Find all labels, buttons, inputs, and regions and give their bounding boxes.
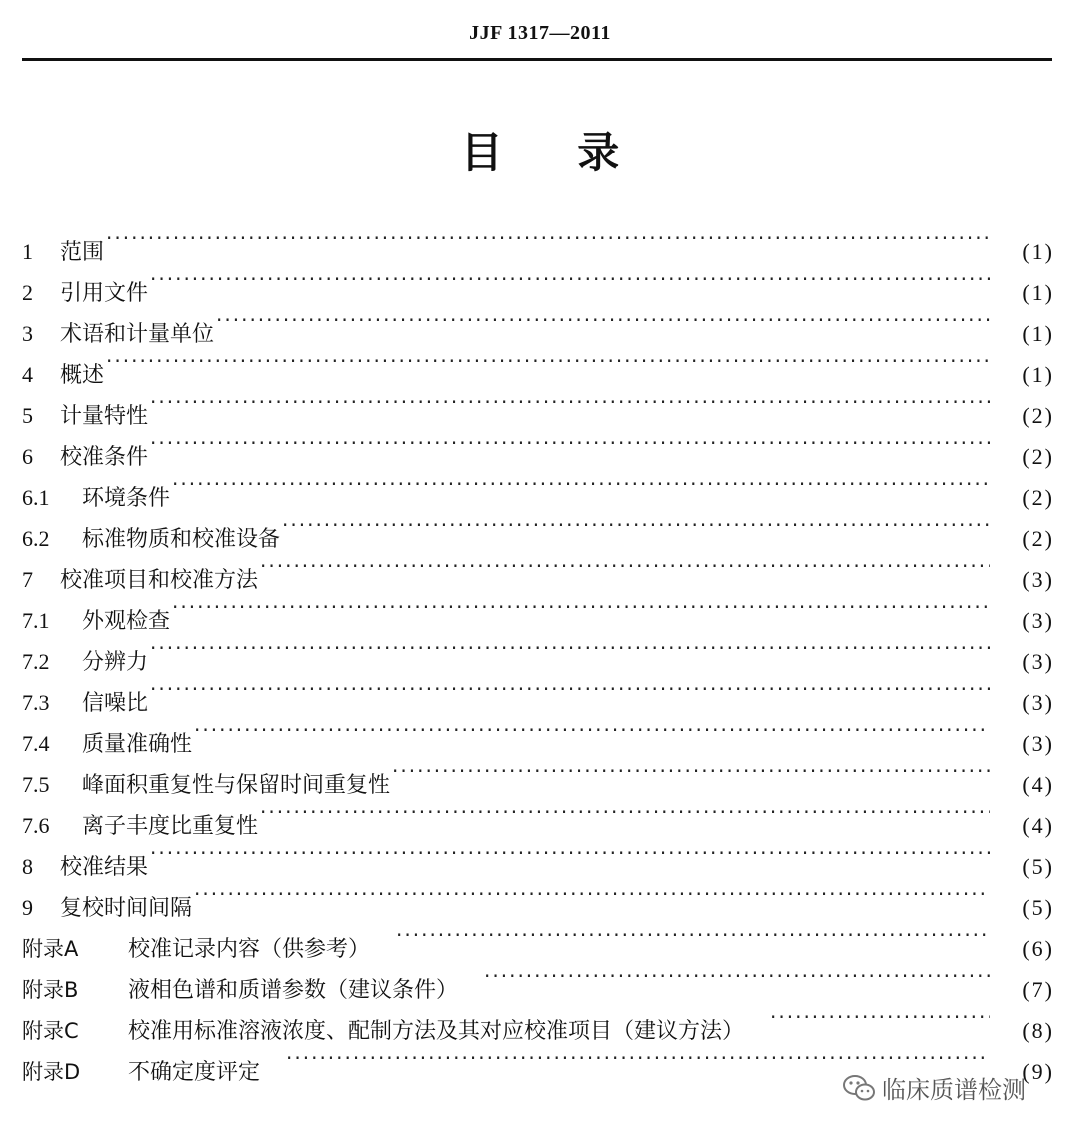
toc-entry-label: 校准项目和校准方法 — [60, 568, 259, 593]
toc-entry-label: 复校时间间隔 — [60, 896, 193, 921]
toc-leader-dots — [106, 218, 990, 259]
page-title: 目 录 — [460, 128, 620, 177]
watermark-text: 临床质谱检测 — [882, 1076, 1026, 1104]
toc-entry-label: 不确定度评定 — [128, 1060, 261, 1085]
toc-entry-page: (2) — [1022, 444, 1054, 469]
toc-entry[interactable] — [22, 423, 1054, 470]
toc-entry-number: 7.1 — [22, 608, 50, 633]
toc-entry-number: 8 — [22, 854, 33, 879]
toc-entry-label: 校准结果 — [60, 855, 149, 880]
toc-entry-number: 9 — [22, 895, 33, 920]
toc-leader-dots — [216, 300, 990, 341]
toc-entry[interactable] — [22, 587, 1054, 634]
toc-leader-dots — [172, 464, 990, 505]
toc-entry-page: (7) — [1022, 977, 1054, 1002]
toc-entry-label: 引用文件 — [60, 281, 149, 306]
toc-entry-number: 7.5 — [22, 772, 50, 797]
toc-entry[interactable] — [22, 710, 1054, 757]
toc-leader-dots — [150, 833, 990, 874]
toc-entry-label: 信噪比 — [82, 691, 149, 716]
toc-entry-page: (9) — [1022, 1059, 1054, 1084]
toc-entry-page: (2) — [1022, 403, 1054, 428]
watermark — [842, 1070, 1026, 1105]
toc-entry[interactable] — [22, 341, 1054, 388]
toc-entry-number: 2 — [22, 280, 33, 305]
standard-code-header: JJF 1317—2011 — [469, 22, 611, 44]
toc-leader-dots — [770, 997, 990, 1038]
toc-entry-page: (4) — [1022, 813, 1054, 838]
toc-entry-label: 离子丰度比重复性 — [82, 814, 259, 839]
toc-entry-page: (3) — [1022, 608, 1054, 633]
toc-leader-dots — [484, 956, 990, 997]
toc-entry-label: 术语和计量单位 — [60, 322, 215, 347]
toc-entry-number: 附录B — [22, 978, 79, 1002]
header-divider — [22, 58, 1052, 61]
toc-entry[interactable] — [22, 505, 1054, 552]
toc-leader-dots — [150, 259, 990, 300]
toc-leader-dots — [194, 874, 990, 915]
toc-entry-number: 6.2 — [22, 526, 50, 551]
toc-leader-dots — [260, 792, 990, 833]
toc-entry-number: 6.1 — [22, 485, 50, 510]
toc-leader-dots — [396, 915, 990, 956]
toc-entry-page: (6) — [1022, 936, 1054, 961]
table-of-contents — [22, 218, 1054, 1085]
toc-entry[interactable] — [22, 669, 1054, 716]
toc-entry[interactable] — [22, 833, 1054, 880]
toc-entry-number: 4 — [22, 362, 33, 387]
toc-entry-page: (1) — [1022, 362, 1054, 387]
toc-entry-page: (5) — [1022, 854, 1054, 879]
toc-entry-page: (8) — [1022, 1018, 1054, 1043]
toc-leader-dots — [194, 710, 990, 751]
toc-entry-label: 液相色谱和质谱参数（建议条件） — [128, 978, 459, 1003]
toc-entry-label: 校准条件 — [60, 445, 149, 470]
toc-entry[interactable] — [22, 874, 1054, 921]
wechat-icon — [842, 1073, 876, 1103]
toc-entry-number: 7.6 — [22, 813, 50, 838]
toc-entry-page: (3) — [1022, 731, 1054, 756]
toc-entry-page: (3) — [1022, 690, 1054, 715]
toc-entry-number: 6 — [22, 444, 33, 469]
toc-leader-dots — [172, 587, 990, 628]
toc-entry[interactable] — [22, 218, 1054, 265]
toc-entry-page: (3) — [1022, 567, 1054, 592]
toc-entry-page: (3) — [1022, 649, 1054, 674]
toc-entry-label: 范围 — [60, 240, 105, 265]
toc-entry[interactable] — [22, 464, 1054, 511]
toc-entry-number: 7.2 — [22, 649, 50, 674]
toc-entry-label: 标准物质和校准设备 — [82, 527, 281, 552]
toc-entry-number: 5 — [22, 403, 33, 428]
toc-entry-label: 概述 — [60, 363, 105, 388]
toc-entry-label: 计量特性 — [60, 404, 149, 429]
toc-entry-page: (1) — [1022, 321, 1054, 346]
toc-entry-page: (1) — [1022, 239, 1054, 264]
toc-entry-label: 分辨力 — [82, 650, 149, 675]
toc-entry[interactable] — [22, 259, 1054, 306]
toc-entry-label: 质量准确性 — [82, 732, 193, 757]
toc-entry-page: (1) — [1022, 280, 1054, 305]
toc-entry-number: 附录D — [22, 1060, 81, 1084]
toc-leader-dots — [150, 382, 990, 423]
toc-entry-page: (5) — [1022, 895, 1054, 920]
toc-entry-page: (2) — [1022, 485, 1054, 510]
toc-entry-number: 7.3 — [22, 690, 50, 715]
toc-entry-label: 峰面积重复性与保留时间重复性 — [82, 773, 391, 798]
toc-leader-dots — [150, 628, 990, 669]
toc-entry-label: 外观检查 — [82, 609, 171, 634]
toc-entry-page: (2) — [1022, 526, 1054, 551]
toc-entry-label: 校准记录内容（供参考） — [128, 937, 371, 962]
toc-entry[interactable] — [22, 382, 1054, 429]
toc-entry-number: 1 — [22, 239, 33, 264]
toc-leader-dots — [150, 423, 990, 464]
toc-leader-dots — [260, 546, 990, 587]
toc-entry-label: 校准用标准溶液浓度、配制方法及其对应校准项目（建议方法） — [128, 1019, 745, 1044]
toc-leader-dots — [282, 505, 990, 546]
toc-entry-number: 附录C — [22, 1019, 79, 1043]
toc-entry-number: 3 — [22, 321, 33, 346]
toc-leader-dots — [106, 341, 990, 382]
toc-entry[interactable] — [22, 628, 1054, 675]
toc-entry-number: 附录A — [22, 937, 79, 961]
toc-entry-page: (4) — [1022, 772, 1054, 797]
toc-leader-dots — [392, 751, 990, 792]
toc-entry[interactable] — [22, 300, 1054, 347]
toc-entry-label: 环境条件 — [82, 486, 171, 511]
toc-leader-dots — [150, 669, 990, 710]
toc-entry-number: 7 — [22, 567, 33, 592]
toc-entry-number: 7.4 — [22, 731, 50, 756]
